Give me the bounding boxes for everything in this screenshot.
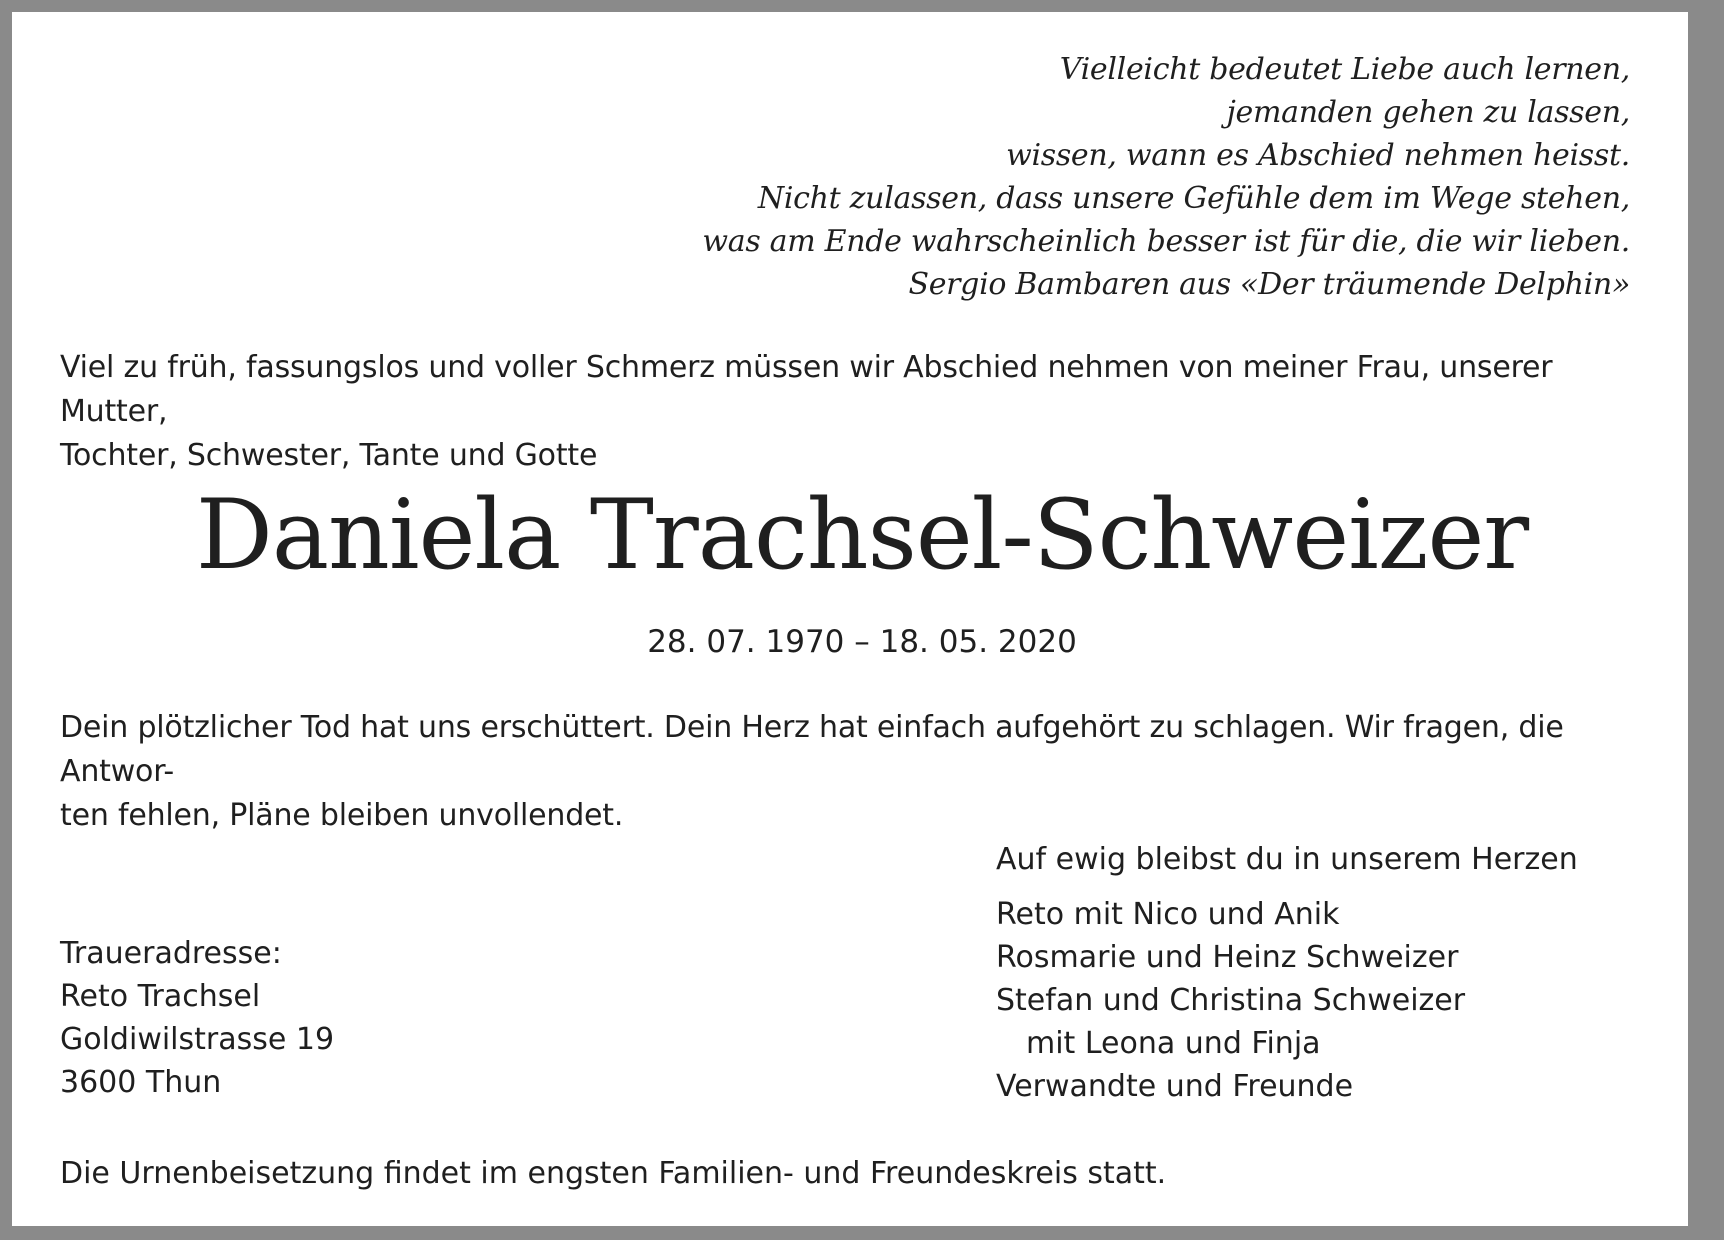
statement-text (60, 706, 1660, 838)
quote-line: Vielleicht bedeutet Liebe auch lernen, (1059, 52, 1630, 87)
quote-attribution: Sergio Bambaren aus «Der träumende Delphin» (908, 267, 1630, 302)
mourning-address (60, 932, 334, 1104)
family-member: Stefan und Christina Schweizer (996, 983, 1466, 1018)
quote-line: jemanden gehen zu lassen, (1226, 95, 1630, 130)
family-headline: Auf ewig bleibst du in unserem Herzen (996, 842, 1578, 877)
poem-quote (702, 48, 1630, 306)
intro-line: Tochter, Schwester, Tante und Gotte (60, 438, 598, 473)
address-label: Traueradresse: (60, 936, 282, 971)
statement-line: Dein plötzlicher Tod hat uns erschüttert. Dein Herz hat einfach aufgehört zu schlagen. Wir fragen, die Antwor- (60, 710, 1564, 789)
obituary-notice (12, 12, 1688, 1226)
family-member: mit Leona und Finja (1026, 1026, 1321, 1061)
address-street: Goldiwilstrasse 19 (60, 1022, 335, 1057)
quote-line: was am Ende wahrscheinlich besser ist für die, die wir lieben. (702, 224, 1630, 259)
family-member: Reto mit Nico und Anik (996, 897, 1340, 932)
statement-line: ten fehlen, Pläne bleiben unvollendet. (60, 798, 624, 833)
family-signature (996, 838, 1578, 1108)
life-dates: 28. 07. 1970 – 18. 05. 2020 (647, 624, 1077, 660)
deceased-name: Daniela Trachsel-Schweizer (195, 479, 1529, 591)
family-member: Verwandte und Freunde (996, 1069, 1354, 1104)
intro-text (60, 346, 1660, 478)
quote-line: wissen, wann es Abschied nehmen heisst. (1006, 138, 1630, 173)
address-city: 3600 Thun (60, 1065, 222, 1100)
family-member: Rosmarie und Heinz Schweizer (996, 940, 1459, 975)
quote-line: Nicht zulassen, dass unsere Gefühle dem im Wege stehen, (757, 181, 1630, 216)
intro-line: Viel zu früh, fassungslos und voller Schmerz müssen wir Abschied nehmen von meiner Frau, unserer Mutter, (60, 350, 1553, 429)
closing-note: Die Urnenbeisetzung findet im engsten Familien- und Freundeskreis statt. (60, 1156, 1167, 1191)
address-name: Reto Trachsel (60, 979, 261, 1014)
